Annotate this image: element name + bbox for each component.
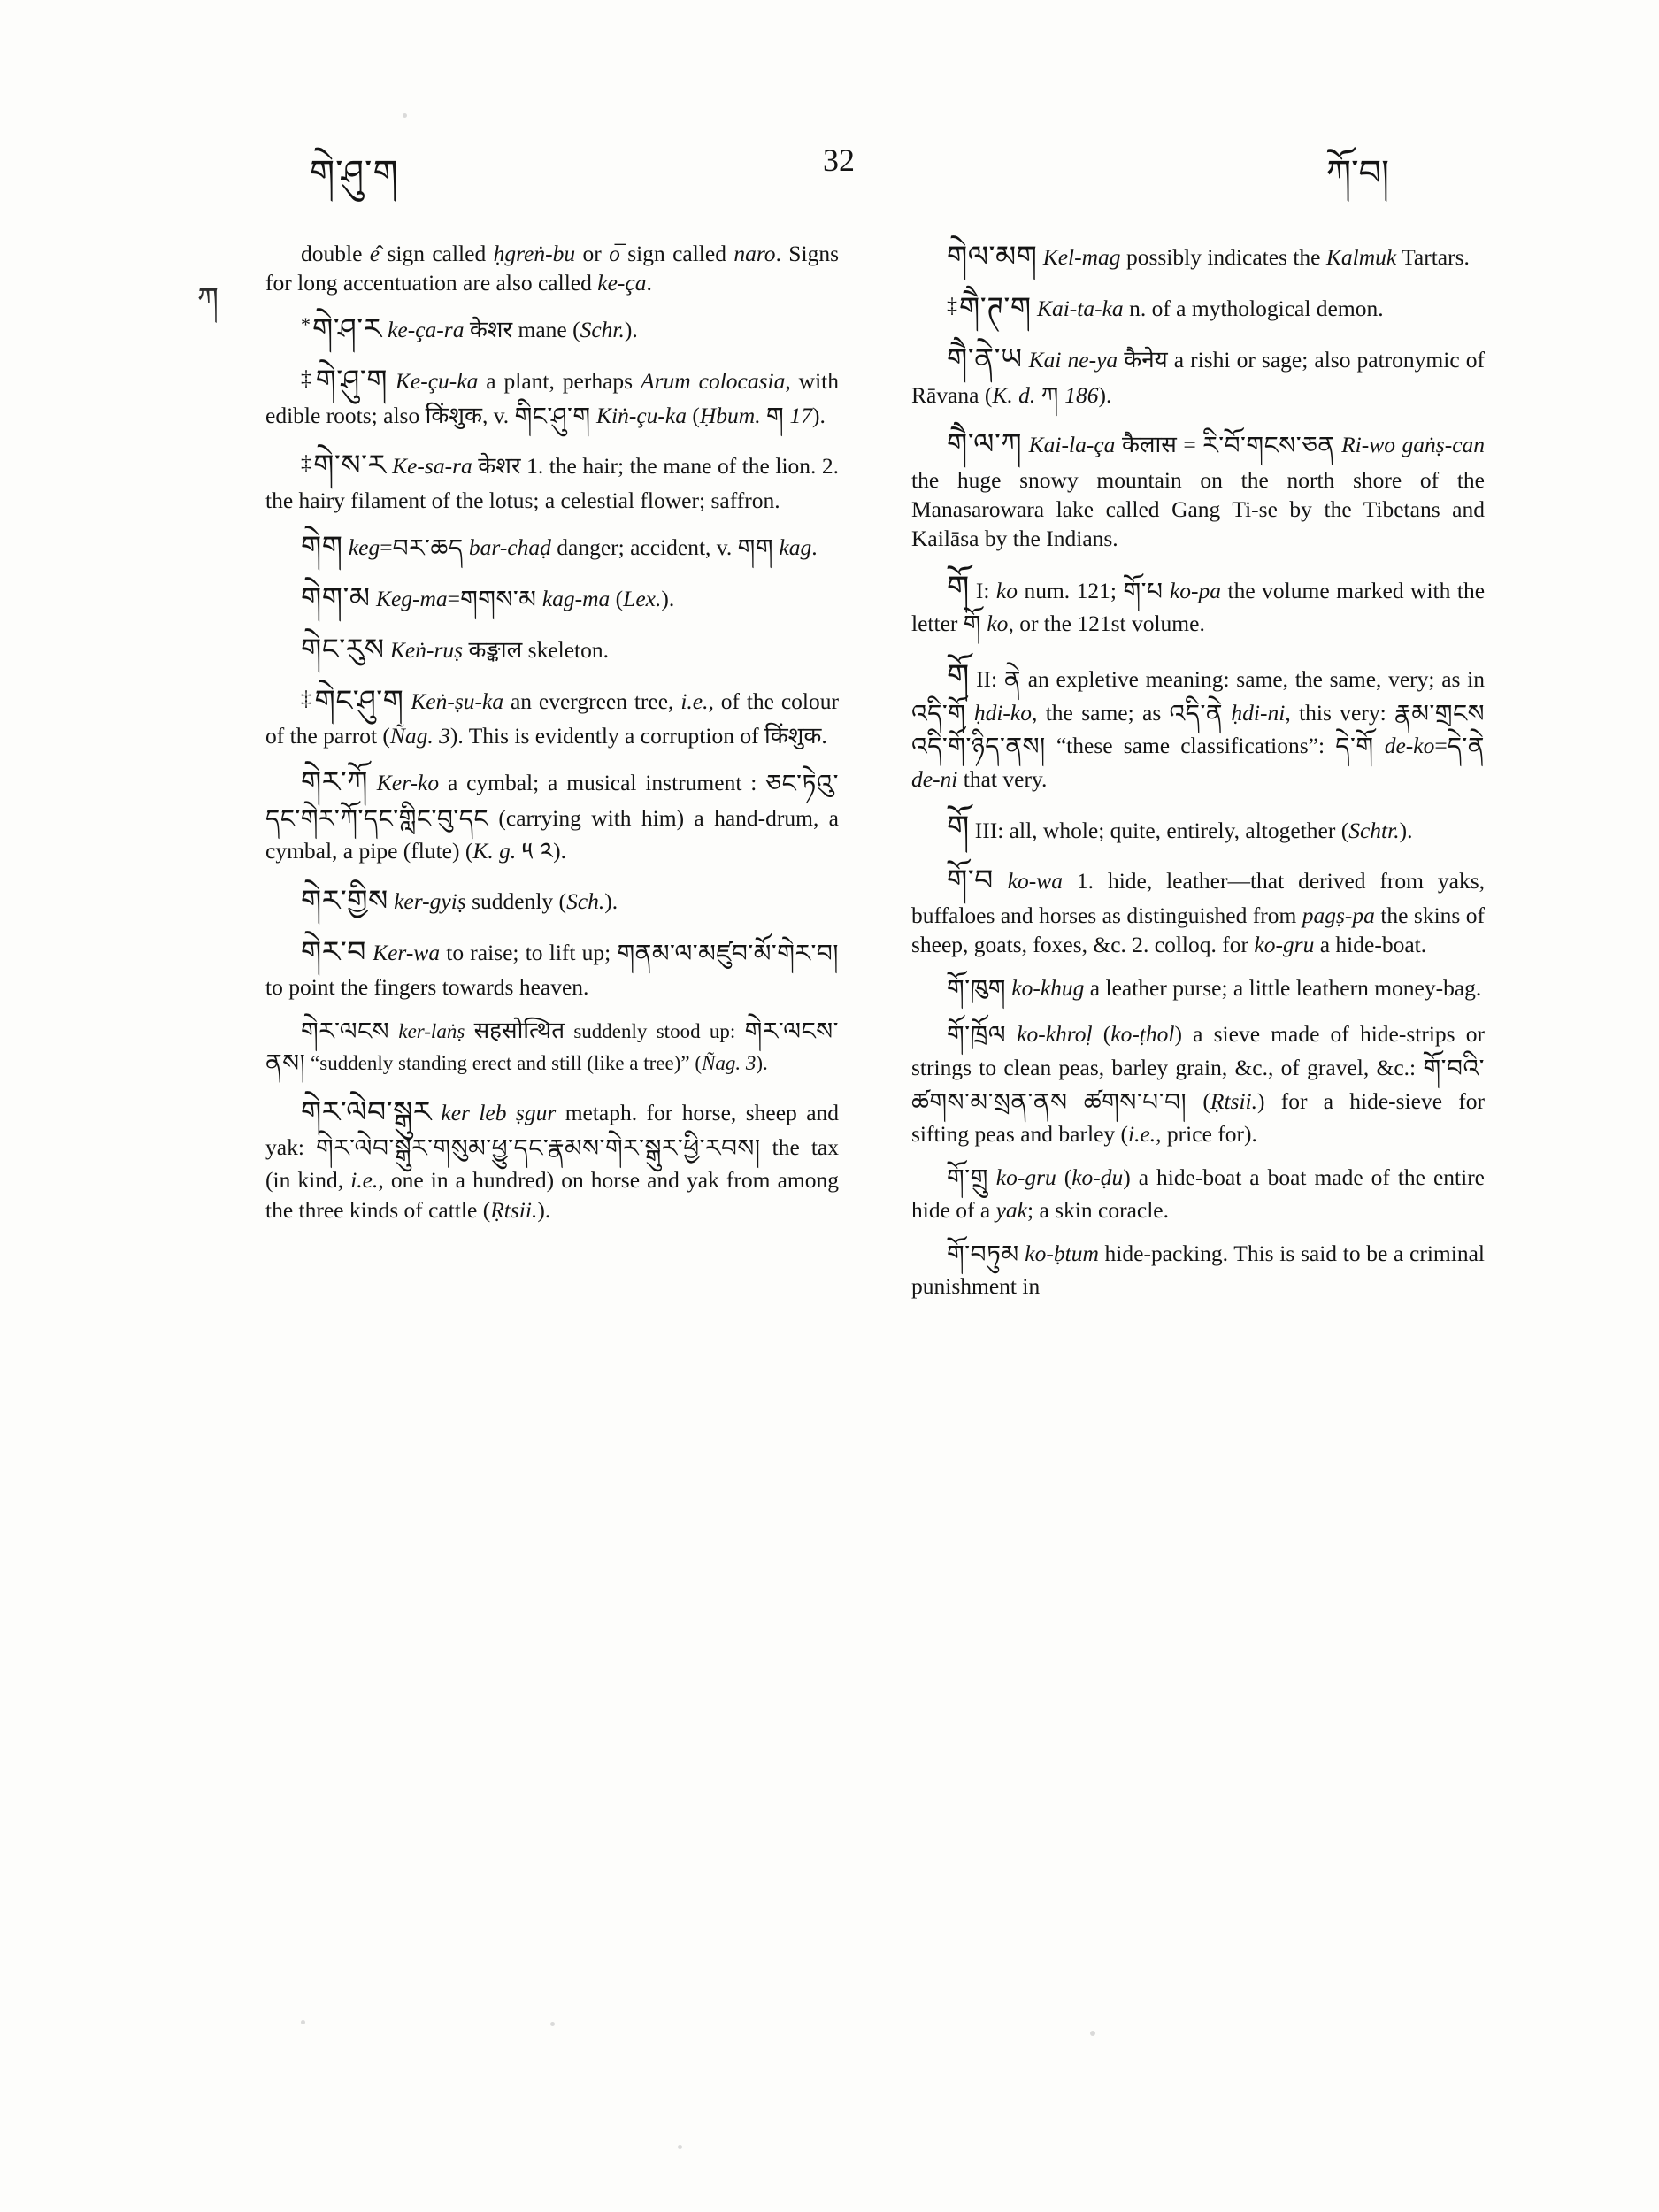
dictionary-entry: *གེ་ཤ་ར ke-ça-ra केशर mane (Schr.). (301, 312, 638, 346)
dictionary-entry: གེར་ལེབ་སྒུར ker leb ṣgur metaph. for horse, sheep and yak: གེར་ལེབ་སྒུར་གསུམ་ཕྱུ་དང་རྣམས་གེར་སྒུར་ཕྱི་རབས། the tax (in kind, i.e., one in a hundred) on horse and yak from among the three kinds of cattle (Ṛtsii.). (265, 1096, 840, 1223)
dictionary-entry: གོ I: ko num. 121; གོ་པ ko-pa the volume marked with the letter གོ ko, or the 121st volume. (911, 569, 1486, 640)
dictionary-entry: གེར་བ Ker-wa to raise; to lift up; གནམ་ལ་མཛུབ་མོ་གེར་བ། to point the fingers towards heaven. (265, 937, 839, 1001)
two-column-body (265, 239, 1486, 1315)
right-column (911, 239, 1485, 1315)
dictionary-entry: གོ་བཏུམ ko-ḅtum hide-packing. This is said to be a criminal punishment in (911, 1240, 1485, 1300)
header-running-head-right: ཀོ་བ། (1325, 153, 1389, 193)
left-column (265, 239, 839, 1315)
page-content (204, 133, 1469, 212)
scan-speck (678, 2145, 682, 2149)
dictionary-entry: ‡གེང་ཤུ་ག Keṅ-ṣu-ka an evergreen tree, i.e., of the colour of the parrot (Ñag. 3). This is evidently a corruption of किंशुक. (265, 686, 840, 749)
dictionary-entry: གོ་བ ko-wa 1. hide, leather—that derived from yaks, buffaloes and horses as distinguished from pagṣ-pa the skins of sheep, goats, foxes, &c. 2. colloq. for ko-gru a hide-boat. (911, 864, 1486, 958)
header-running-head-left: གེ་ཤུ་ག (310, 153, 399, 193)
dictionary-entry: གོ III: all, whole; quite, entirely, altogether (Schtr.). (947, 810, 1413, 846)
dictionary-entry: གོ II: ནེ an expletive meaning: same, the same, very; as in འདི་གོ ḥdi-ko, the same; as འདི་ནེ ḥdi-ni, this very: རྣམ་གྲངས འདི་གོ་ཉིད་ནས། “these same classifications”: དེ་གོ de-ko=དེ་ནེ de-ni that very. (911, 658, 1486, 793)
dictionary-entry: ‡གེ་ཤུ་ག Ke-çu-ka a plant, perhaps Arum colocasia, with edible roots; also किंशुक, v. གིང་ཤུ་ག Kiṅ-çu-ka (Ḥbum. ག 17). (265, 365, 839, 432)
dictionary-entry: ‡གེ་ས་ར Ke-sa-ra केशर 1. the hair; the mane of the lion. 2. the hairy filament of the lotus; a celestial flower; saffron. (265, 449, 840, 514)
dictionary-entry: གེང་རུས Keṅ-ruṣ कङ्काल skeleton. (301, 634, 609, 666)
dictionary-entry: གེག keg=བར་ཆད bar-chaḍ danger; accident, v. གག kag. (301, 531, 818, 564)
dictionary-entry: གེར་ལངས ker-laṅṣ सहसोत्थित suddenly stood up: གེར་ལངས་ནས། “suddenly standing erect and still (like a tree)” (Ñag. 3). (265, 1017, 840, 1079)
scan-speck (550, 2022, 555, 2026)
dictionary-entry: གོ་ཁུག ko-khug a leather purse; a little leathern money-bag. (947, 974, 1482, 1003)
dictionary-entry: གེལ་མག Kel-mag possibly indicates the Kalmuk Tartars. (947, 242, 1470, 273)
dictionary-entry: གཻ་ནེ་ཡ Kai ne-ya कैनेय a rishi or sage; also patronymic of Rāvana (K. d. ཀ 186). (911, 344, 1485, 411)
dictionary-entry: གཻ་ལ་ཀ Kai-la-ça कैलास = རི་བོ་གངས་ཅན Ri-wo gaṅṣ-can the huge snowy mountain on the north shore of the Manasarowara lake called Gang Ti-se by the Tibetans and Kailāsa by the Indians. (911, 429, 1486, 552)
dictionary-entry: གེར་གྱིས ker-gyiṣ suddenly (Sch.). (301, 885, 618, 918)
dictionary-entry: གེར་ཀོ Ker-ko a cymbal; a musical instrument : ཅང་ཏེའུ་དང་གེར་ཀོ་དང་གླིང་བུ་དང (carrying with him) a hand-drum, a cymbal, a pipe (flute) (K. g. ༥ ༢). (265, 767, 840, 867)
scan-speck (403, 113, 407, 118)
dictionary-entry: གོ་གྲུ ko-gru (ko-ḍu) a hide-boat a boat made of the entire hide of a yak; a skin coracle. (911, 1164, 1486, 1224)
dictionary-entry: ‡གཻ་ཊ་ག Kai-ta-ka n. of a mythological demon. (947, 293, 1384, 326)
margin-letter-glyph: ཀ (197, 283, 219, 316)
page-header (204, 133, 1469, 212)
dictionary-entry: གེག་མ Keg-ma=གགས་མ kag-ma (Lex.). (301, 582, 675, 615)
dictionary-entry: double ê sign called ḥgreṅ-bu or o̅ sign called naro. Signs for long accentuation are also called ke-ça. (265, 241, 839, 296)
scan-speck (301, 2020, 305, 2024)
scan-speck (1090, 2031, 1095, 2036)
page-number: 32 (823, 142, 855, 178)
dictionary-entry: གོ་ཁྲོལ ko-khroḷ (ko-ṭhol) a sieve made of hide-strips or strings to clean peas, barley grain, &c., of gravel, &c.: གོ་བའི་ཚགས་མ་སྲན་ནས ཚགས་པ་བ། (Ṛtsii.) for a hide-sieve for sifting peas and barley (i.e., price for). (911, 1021, 1486, 1148)
